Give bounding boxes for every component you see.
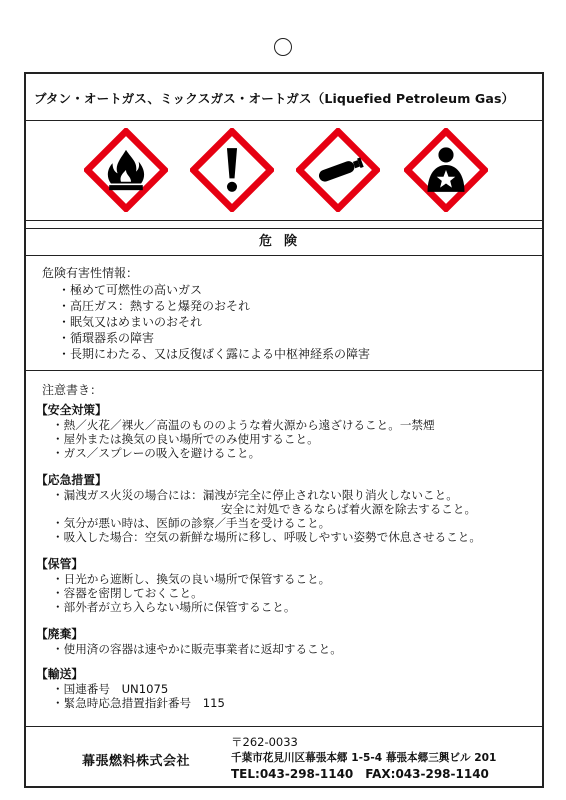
separator: [26, 220, 542, 229]
storage-item: ・日光から遮断し、換気の良い場所で保管すること。: [52, 572, 331, 586]
transport-item: ・国連番号 UN1075: [52, 682, 169, 696]
flame-icon: [84, 128, 168, 212]
precautionary-statements: [26, 371, 542, 727]
company-address: [231, 734, 496, 782]
exclamation-mark-icon: [190, 128, 274, 212]
safety-heading: 【安全対策】: [36, 403, 107, 417]
pictogram-row: [26, 120, 542, 221]
disposal: [36, 627, 342, 656]
first-aid-item: ・吸入した場合：空気の新鮮な場所に移し、呼吸しやすい姿勢で休息させること。: [52, 530, 481, 544]
disposal-heading: 【廃棄】: [36, 627, 84, 641]
postal-code: 〒262-0033: [231, 735, 298, 749]
hazard-heading: 危険有害性情報：: [42, 266, 139, 280]
gas-cylinder-icon: [296, 128, 380, 212]
storage-heading: 【保管】: [36, 557, 84, 571]
safety-item: ・屋外または換気の良い場所でのみ使用すること。: [52, 432, 319, 446]
product-title: ブタン・オートガス、ミックスガス・オートガス（Liquefied Petroleum Gas）: [26, 74, 542, 121]
safety-item: ・熱／火花／裸火／高温のもののような着火源から遠ざけること。一禁煙: [52, 418, 435, 432]
first-aid-item: ・気分が悪い時は、医師の診察／手当を受けること。: [52, 516, 331, 530]
contact-numbers: TEL:043-298-1140 FAX:043-298-1140: [231, 767, 489, 781]
signal-word: 危険: [26, 229, 542, 256]
company-name: 幕張燃料株式会社: [82, 754, 191, 769]
hang-hole: [274, 38, 292, 56]
first-aid: [36, 473, 481, 544]
hazard-item: ・循環器系の障害: [58, 331, 155, 345]
first-aid-item: ・漏洩ガス火災の場合には：漏洩が完全に停止されない限り消火しないこと。: [52, 488, 458, 502]
hazard-item: ・高圧ガス：熱すると爆発のおそれ: [58, 299, 251, 313]
health-hazard-icon: [404, 128, 488, 212]
storage-item: ・容器を密閉しておくこと。: [52, 586, 203, 600]
first-aid-item: 安全に対処できるならば着火源を除去すること。: [221, 502, 477, 516]
hazard-item: ・長期にわたる、又は反復ばく露による中枢神経系の障害: [58, 347, 371, 361]
first-aid-heading: 【応急措置】: [36, 473, 107, 487]
supplier-info: [26, 726, 542, 788]
precaution-heading: 注意書き：: [42, 383, 103, 397]
street-address: 千葉市花見川区幕張本郷 1-5-4 幕張本郷三興ビル 201: [231, 752, 497, 764]
disposal-item: ・使用済の容器は速やかに販売事業者に返却すること。: [52, 642, 342, 656]
hazard-item: ・眠気又はめまいのおそれ: [58, 315, 203, 329]
safety-measures: [36, 403, 435, 460]
storage: [36, 557, 330, 614]
transport-heading: 【輸送】: [36, 667, 84, 681]
hazard-item: ・極めて可燃性の高いガス: [58, 283, 203, 297]
ghs-label: [24, 72, 544, 788]
safety-item: ・ガス／スプレーの吸入を避けること。: [52, 446, 261, 460]
transport: [36, 667, 225, 710]
transport-item: ・緊急時応急措置指針番号 115: [52, 696, 225, 710]
storage-item: ・部外者が立ち入らない場所に保管すること。: [52, 600, 296, 614]
hazard-statements: [26, 256, 542, 371]
